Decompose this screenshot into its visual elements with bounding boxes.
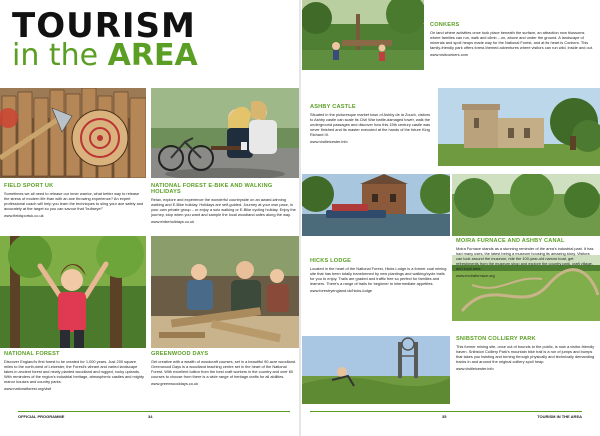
footer-right-label: TOURISM IN THE AREA bbox=[537, 413, 582, 419]
footer-right-page-number: 35 bbox=[442, 413, 447, 419]
photo-moira-furnace bbox=[302, 174, 450, 236]
photo-moira-landscape bbox=[452, 174, 600, 236]
conkers-url[interactable]: www.visitconkers.com bbox=[430, 51, 469, 57]
field-sport-body: Sometimes we all need to release our inner warrior, what better way to release the stress of modern life than with an axe throwing experience? An expert professional coach will help you learn the techniques to sling your axe safely and accurately at the target so you can savour that "bullseye!" bbox=[4, 191, 144, 212]
photo-conkers bbox=[302, 0, 424, 70]
photo-snibston bbox=[302, 336, 450, 404]
section-moira bbox=[456, 238, 596, 278]
section-greenwood bbox=[151, 351, 297, 386]
title-line-2a: in the bbox=[12, 38, 108, 73]
greenwood-body: Get creative with a wealth of woodcraft courses, set in a beautiful 90-acre woodland. Greenwood Days is a woodland teaching centre set in the heart of the National Forest. With excellent tuition from the best craft workers in the country and over 60 courses to choose from there is a wide range of heritage crafts for all abilities. bbox=[151, 359, 297, 380]
section-snibston bbox=[456, 336, 596, 371]
snibston-body: This former mining site, once out of bounds to the public, is now a visitor-friendly haven. Snibston Colliery Park's mountain bike trail is a run of jumps and bumps that takes you twisting and turning through physically and technically demanding tracks in and around the original colliery spoil heap. bbox=[456, 344, 595, 365]
field-sport-heading: FIELD SPORT UK bbox=[4, 183, 54, 189]
section-ebike bbox=[151, 183, 297, 224]
national-forest-heading: NATIONAL FOREST bbox=[4, 351, 60, 357]
ebike-url[interactable]: www.ebikeholidays.co.uk bbox=[151, 218, 195, 224]
footer-left-label: OFFICIAL PROGRAMME bbox=[18, 413, 65, 419]
hicks-lodge-body: Located in the heart of the National Forest, Hicks Lodge is a former coal mining site that has been totally transformed by new plantings and walking/cycle trails for you to enjoy. Trails are graded and traffic free so perfect for families and learners. There's a range of trails for beginner to intermediate appetites. bbox=[310, 266, 447, 287]
conkers-body: On land where activities once took place beneath the surface, an attraction now blossoms where families can run, walk and climb – on, above and under the ground. A landscape of minerals and spoil heaps made way for the National Forest, and at its heart is Conkers. This family-friendly park offers forest-themed adventures where visitors can run wild, inside and out. bbox=[430, 30, 593, 51]
national-forest-url[interactable]: www.nationalforest.org/visit bbox=[4, 385, 52, 391]
section-field-sport bbox=[4, 183, 144, 218]
section-hicks-lodge bbox=[310, 258, 448, 293]
field-sport-url[interactable]: www.fieldsportuk.co.uk bbox=[4, 212, 44, 218]
photo-ebike-cafe bbox=[151, 88, 299, 178]
section-conkers bbox=[430, 22, 596, 57]
moira-url[interactable]: www.moirafurnace.org bbox=[456, 272, 495, 278]
title-line-1: TOURISM bbox=[12, 6, 196, 46]
ashby-castle-heading: ASHBY CASTLE bbox=[310, 104, 356, 110]
moira-heading: MOIRA FURNACE AND ASHBY CANAL bbox=[456, 238, 565, 244]
ebike-body: Relax, explore and experience the wonderful countryside on an award-winning walking and E-Bike holiday. Holidays are self-guided. Journey at your own pace, in your own private group – or enjoy a solo walking or E-Bike cycling holiday. Enjoy the journey, stop when you want and sample the local woodland cafes along the way. bbox=[151, 197, 296, 218]
ashby-castle-body: Situated in the picturesque market town of Ashby de la Zouch, visitors to Ashby castle can scale its Civil War battle-damaged tower, walk the underground passages and discover how this 15th century castle was never finished and its master executed at the hands of the future King Richard III. bbox=[310, 112, 431, 138]
photo-national-forest bbox=[0, 236, 146, 348]
photo-axe-throwing bbox=[0, 88, 146, 178]
ashby-castle-url[interactable]: www.visitleicester.info bbox=[310, 138, 348, 144]
snibston-url[interactable]: www.visitleicester.info bbox=[456, 365, 494, 371]
photo-greenwood-days bbox=[151, 236, 299, 348]
conkers-heading: CONKERS bbox=[430, 22, 460, 28]
section-national-forest bbox=[4, 351, 144, 391]
snibston-heading: SNIBSTON COLLIERY PARK bbox=[456, 336, 536, 342]
greenwood-heading: GREENWOOD DAYS bbox=[151, 351, 209, 357]
footer-right bbox=[310, 411, 582, 419]
title-line-2b: AREA bbox=[107, 38, 198, 73]
moira-body: Moira Furnace stands as a stunning reminder of the area's industrial past. It has had many uses, the latest being a museum housing its amazing story. Visitors can look around the museum, ride the 100-year-old narrow boat, get refreshments from the museum shop and explore the country park, craft village, and local area. bbox=[456, 246, 594, 272]
hicks-lodge-heading: HICKS LODGE bbox=[310, 258, 352, 264]
ebike-heading: NATIONAL FOREST E-BIKE AND WALKING HOLIDAYS bbox=[151, 183, 273, 195]
national-forest-body: Discover England's first forest to be created for 1,000 years. Just 200 square miles to the north-west of Leicester, the Forest's vibrant and varied landscape takes in ancient forest and newly planted woodland and rugged, rocky uplands. With reminders of the region's industrial heritage, atmospheric castles and mighty manor houses and country parks. bbox=[4, 359, 145, 385]
footer-left bbox=[18, 411, 290, 419]
title-line-2 bbox=[12, 38, 198, 73]
hicks-lodge-url[interactable]: www.forestryengland.uk/hicks-lodge bbox=[310, 287, 373, 293]
photo-ashby-castle bbox=[438, 88, 600, 166]
page-title bbox=[12, 6, 198, 73]
section-ashby-castle bbox=[310, 104, 434, 144]
page-spine bbox=[299, 0, 301, 436]
greenwood-url[interactable]: www.greenwooddays.co.uk bbox=[151, 380, 199, 386]
footer-left-page-number: 34 bbox=[148, 413, 153, 419]
